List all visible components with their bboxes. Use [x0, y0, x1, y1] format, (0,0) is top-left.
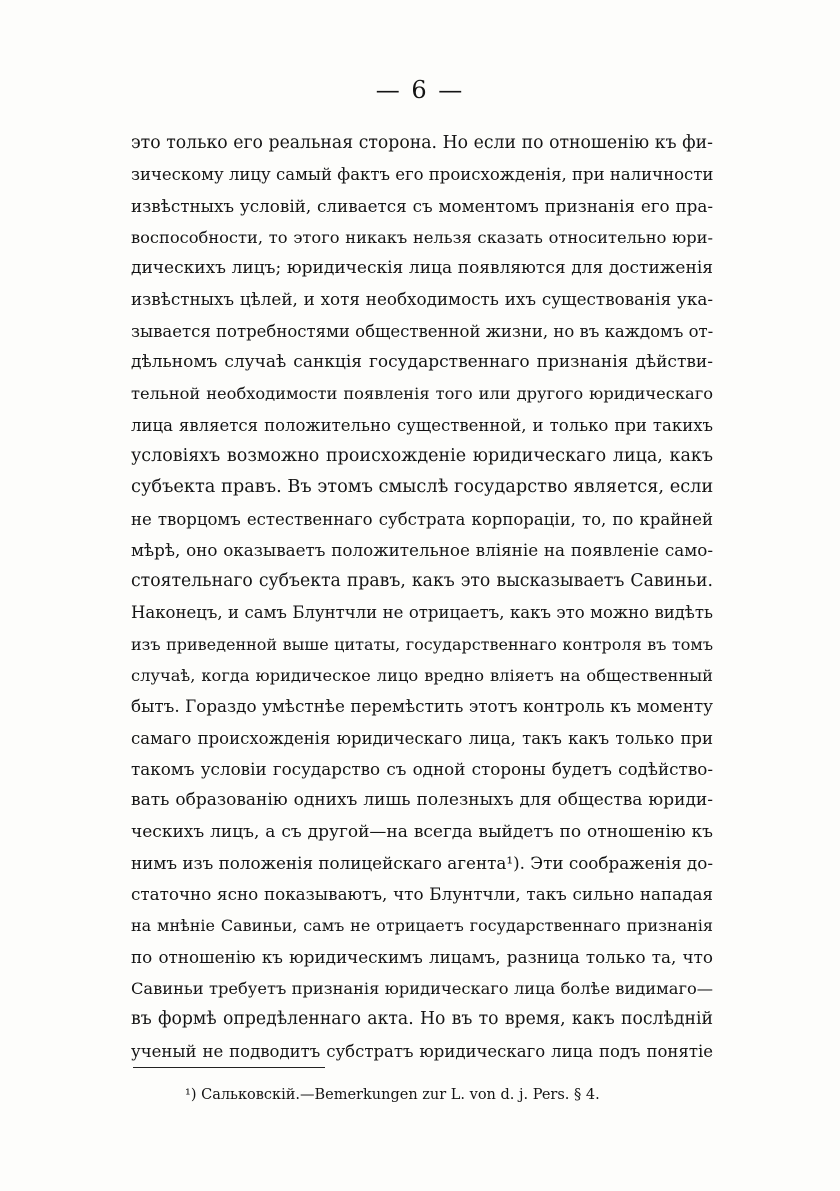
text-line: по отношенію къ юридическимъ лицамъ, разница только та, что: [131, 946, 713, 967]
text-line: зическому лицу самый фактъ его происхожденія, при наличности: [131, 165, 714, 185]
text-line: лица является положительно существенной, и только при такихъ: [131, 415, 713, 435]
text-line: тельной необходимости появленія того или другого юридическаго: [131, 384, 713, 404]
text-line: стоятельнаго субъекта правъ, какъ это высказываетъ Савиньи.: [131, 571, 713, 592]
text-line: не творцомъ естественнаго субстрата корпораціи, то, по крайней: [131, 509, 713, 529]
text-line: субъекта правъ. Въ этомъ смыслѣ государство является, если: [131, 477, 714, 498]
text-line: извѣстныхъ условій, сливается съ моментомъ признанія его пра-: [131, 195, 713, 216]
body-text: [131, 128, 713, 1067]
text-line: зывается потребностями общественной жизни, но въ каждомъ от-: [131, 321, 714, 341]
text-line: мѣрѣ, оно оказываетъ положительное вліяніе на появленіе само-: [131, 539, 713, 560]
text-line: статочно ясно показываютъ, что Блунтчли, такъ сильно нападая: [131, 884, 713, 905]
text-line: Наконецъ, и самъ Блунтчли не отрицаетъ, какъ это можно видѣть: [131, 603, 713, 623]
text-line: ческихъ лицъ, а съ другой—на всегда выйдетъ по отношенію къ: [131, 821, 713, 842]
text-line: это только его реальная сторона. Но если по отношенію къ фи-: [131, 133, 713, 153]
page-number: — 6 —: [375, 76, 465, 104]
text-line: Савиньи требуетъ признанія юридическаго лица болѣе видимаго—: [131, 979, 713, 999]
text-line: бытъ. Гораздо умѣстнѣе перемѣстить этотъ контроль къ моменту: [131, 696, 713, 717]
text-line: на мнѣніе Савиньи, самъ не отрицаетъ государственнаго признанія: [131, 916, 713, 936]
footnote: [185, 1087, 600, 1103]
text-line: извѣстныхъ цѣлей, и хотя необходимость ихъ существованія ука-: [131, 289, 713, 310]
text-line: въ формѣ опредѣленнаго акта. Но въ то время, какъ послѣдній: [131, 1009, 713, 1030]
text-line: воспособности, то этого никакъ нельзя сказать относительно юри-: [131, 227, 713, 247]
text-line: случаѣ, когда юридическое лицо вредно вліяетъ на общественный: [131, 666, 713, 686]
text-line: вать образованію однихъ лишь полезныхъ для общества юриди-: [131, 790, 713, 811]
text-line: самаго происхожденія юридическаго лица, такъ какъ только при: [131, 728, 713, 748]
text-line: такомъ условіи государство съ одной стороны будетъ содѣйство-: [131, 758, 713, 779]
text-line: нимъ изъ положенія полицейскаго агента¹). Эти соображенія до-: [131, 852, 713, 873]
text-line: условіяхъ возможно происхожденіе юридическаго лица, какъ: [131, 445, 713, 466]
footnote-marker: ¹): [185, 1087, 197, 1103]
text-line: дическихъ лицъ; юридическія лица появляются для достиженія: [131, 258, 713, 279]
footnote-text: Сальковскій.—Bemerkungen zur L. von d. j. Pers. § 4.: [201, 1087, 600, 1103]
text-line: дѣльномъ случаѣ санкція государственнаго признанія дѣйстви-: [131, 352, 713, 373]
text-line: изъ приведенной выше цитаты, государственнаго контроля въ томъ: [131, 634, 713, 654]
text-line: ученый не подводитъ субстратъ юридическаго лица подъ понятіе: [131, 1041, 713, 1061]
footnote-divider: [133, 1067, 325, 1068]
